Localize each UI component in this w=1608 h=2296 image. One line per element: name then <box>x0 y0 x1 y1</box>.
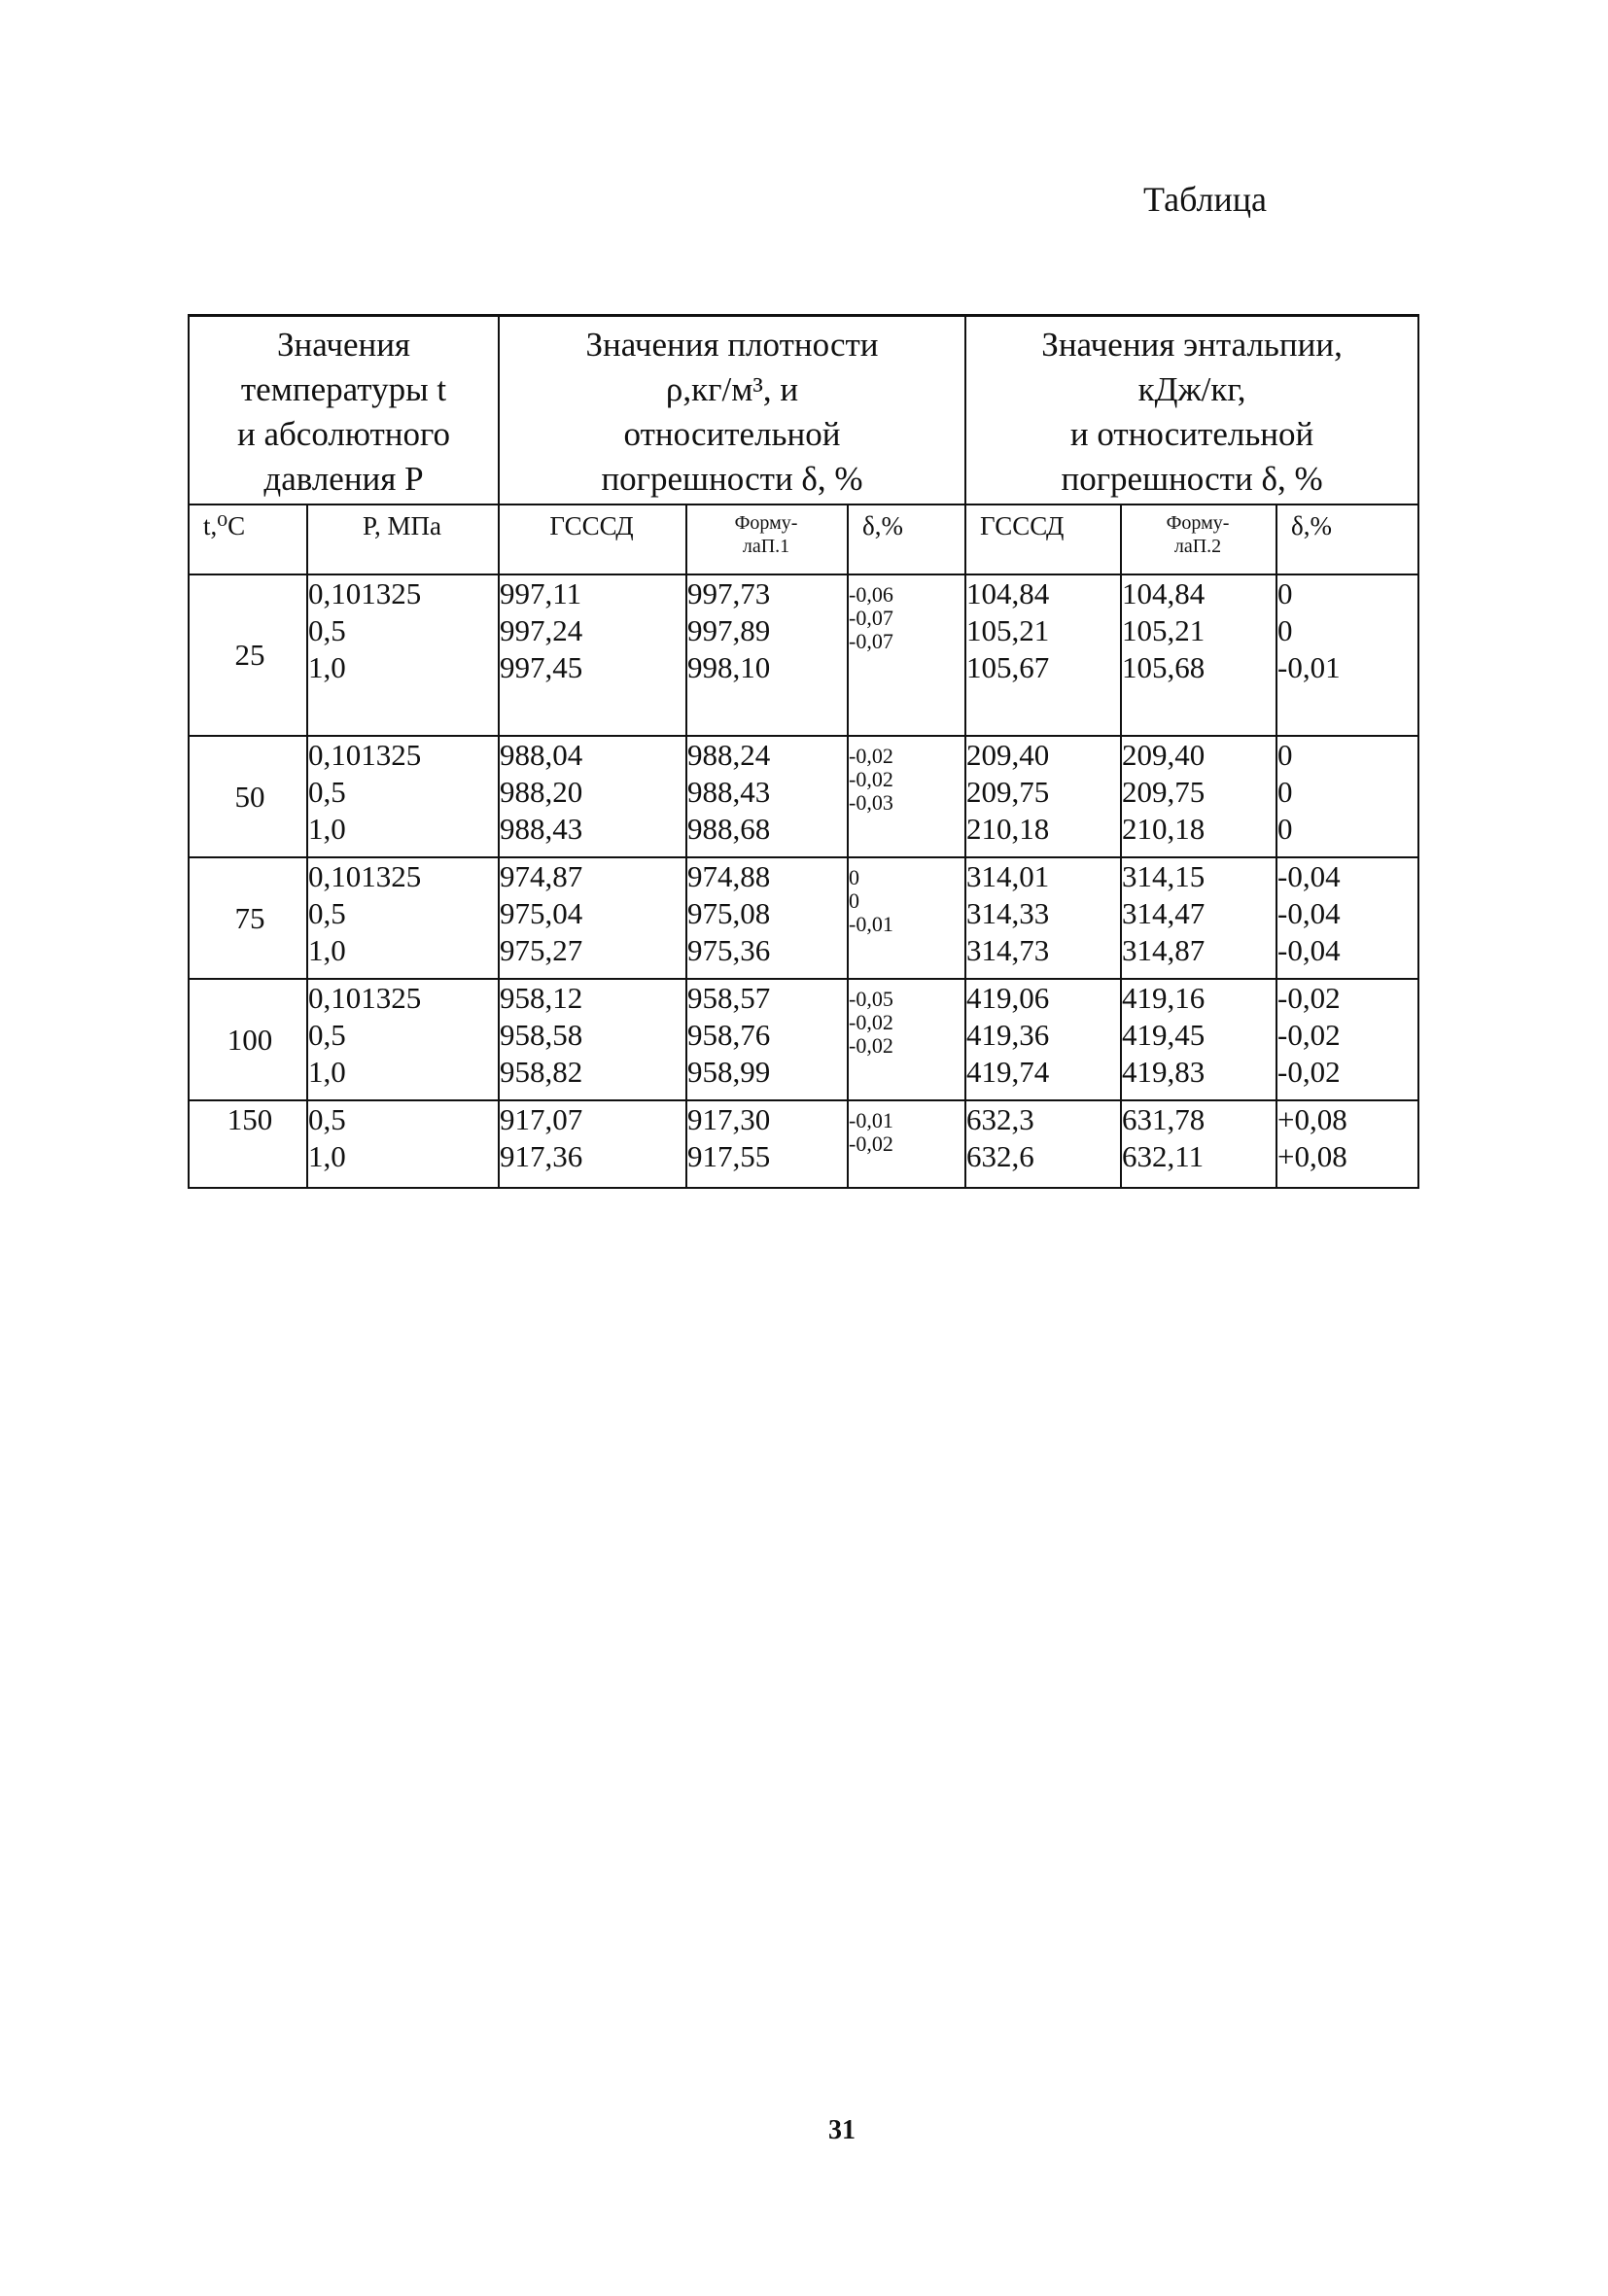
cell-density-formula: 988,24 988,43 988,68 <box>686 736 848 857</box>
header-density: Значения плотности ρ,кг/м³, и относительной погрешности δ, % <box>499 316 965 505</box>
col-header-pressure: P, МПа <box>307 504 499 574</box>
cell-density-formula: 974,88 975,08 975,36 <box>686 857 848 979</box>
table-caption: Таблица <box>1143 180 1267 219</box>
col-header-density-delta: δ,% <box>848 504 965 574</box>
cell-enthalpy-gsssd: 314,01 314,33 314,73 <box>965 857 1121 979</box>
col-header-enthalpy-formula: Форму- лаП.2 <box>1121 504 1276 574</box>
cell-enthalpy-gsssd: 104,84 105,21 105,67 <box>965 574 1121 736</box>
col-header-temperature: t,⁰C <box>189 504 307 574</box>
cell-density-delta: 0 0 -0,01 <box>848 857 965 979</box>
cell-density-gsssd: 974,87 975,04 975,27 <box>499 857 686 979</box>
cell-temperature: 150 <box>189 1100 307 1188</box>
cell-density-delta: -0,05 -0,02 -0,02 <box>848 979 965 1100</box>
header-temperature-pressure: Значения температуры t и абсолютного давления P <box>189 316 499 505</box>
cell-enthalpy-delta: 0 0 0 <box>1276 736 1418 857</box>
cell-density-delta: -0,06 -0,07 -0,07 <box>848 574 965 736</box>
col-header-density-gsssd: ГСССД <box>499 504 686 574</box>
cell-temperature: 25 <box>189 574 307 736</box>
cell-enthalpy-gsssd: 419,06 419,36 419,74 <box>965 979 1121 1100</box>
data-table <box>188 314 1419 1189</box>
cell-enthalpy-formula: 419,16 419,45 419,83 <box>1121 979 1276 1100</box>
cell-enthalpy-delta: -0,04 -0,04 -0,04 <box>1276 857 1418 979</box>
cell-density-gsssd: 958,12 958,58 958,82 <box>499 979 686 1100</box>
col-header-density-formula: Форму- лаП.1 <box>686 504 848 574</box>
table-row <box>189 574 1418 736</box>
cell-density-formula: 958,57 958,76 958,99 <box>686 979 848 1100</box>
cell-density-formula: 997,73 997,89 998,10 <box>686 574 848 736</box>
cell-density-delta: -0,02 -0,02 -0,03 <box>848 736 965 857</box>
cell-density-gsssd: 988,04 988,20 988,43 <box>499 736 686 857</box>
cell-pressure: 0,101325 0,5 1,0 <box>307 979 499 1100</box>
cell-temperature: 75 <box>189 857 307 979</box>
header-row-groups <box>189 316 1418 505</box>
cell-pressure: 0,101325 0,5 1,0 <box>307 857 499 979</box>
cell-enthalpy-formula: 209,40 209,75 210,18 <box>1121 736 1276 857</box>
cell-enthalpy-delta: -0,02 -0,02 -0,02 <box>1276 979 1418 1100</box>
cell-enthalpy-gsssd: 632,3 632,6 <box>965 1100 1121 1188</box>
cell-enthalpy-formula: 631,78 632,11 <box>1121 1100 1276 1188</box>
cell-pressure: 0,101325 0,5 1,0 <box>307 736 499 857</box>
table-row <box>189 979 1418 1100</box>
col-header-enthalpy-gsssd: ГСССД <box>965 504 1121 574</box>
cell-enthalpy-delta: 0 0 -0,01 <box>1276 574 1418 736</box>
cell-enthalpy-gsssd: 209,40 209,75 210,18 <box>965 736 1121 857</box>
cell-temperature: 50 <box>189 736 307 857</box>
cell-pressure: 0,5 1,0 <box>307 1100 499 1188</box>
cell-enthalpy-formula: 314,15 314,47 314,87 <box>1121 857 1276 979</box>
cell-density-gsssd: 997,11 997,24 997,45 <box>499 574 686 736</box>
cell-temperature: 100 <box>189 979 307 1100</box>
table-row <box>189 857 1418 979</box>
table-row <box>189 1100 1418 1188</box>
header-enthalpy: Значения энтальпии, кДж/кг, и относительной погрешности δ, % <box>965 316 1418 505</box>
page-number: 31 <box>828 2115 856 2145</box>
table-row <box>189 736 1418 857</box>
cell-pressure: 0,101325 0,5 1,0 <box>307 574 499 736</box>
cell-enthalpy-delta: +0,08 +0,08 <box>1276 1100 1418 1188</box>
header-row-columns <box>189 504 1418 574</box>
cell-enthalpy-formula: 104,84 105,21 105,68 <box>1121 574 1276 736</box>
cell-density-gsssd: 917,07 917,36 <box>499 1100 686 1188</box>
cell-density-formula: 917,30 917,55 <box>686 1100 848 1188</box>
col-header-enthalpy-delta: δ,% <box>1276 504 1418 574</box>
cell-density-delta: -0,01 -0,02 <box>848 1100 965 1188</box>
